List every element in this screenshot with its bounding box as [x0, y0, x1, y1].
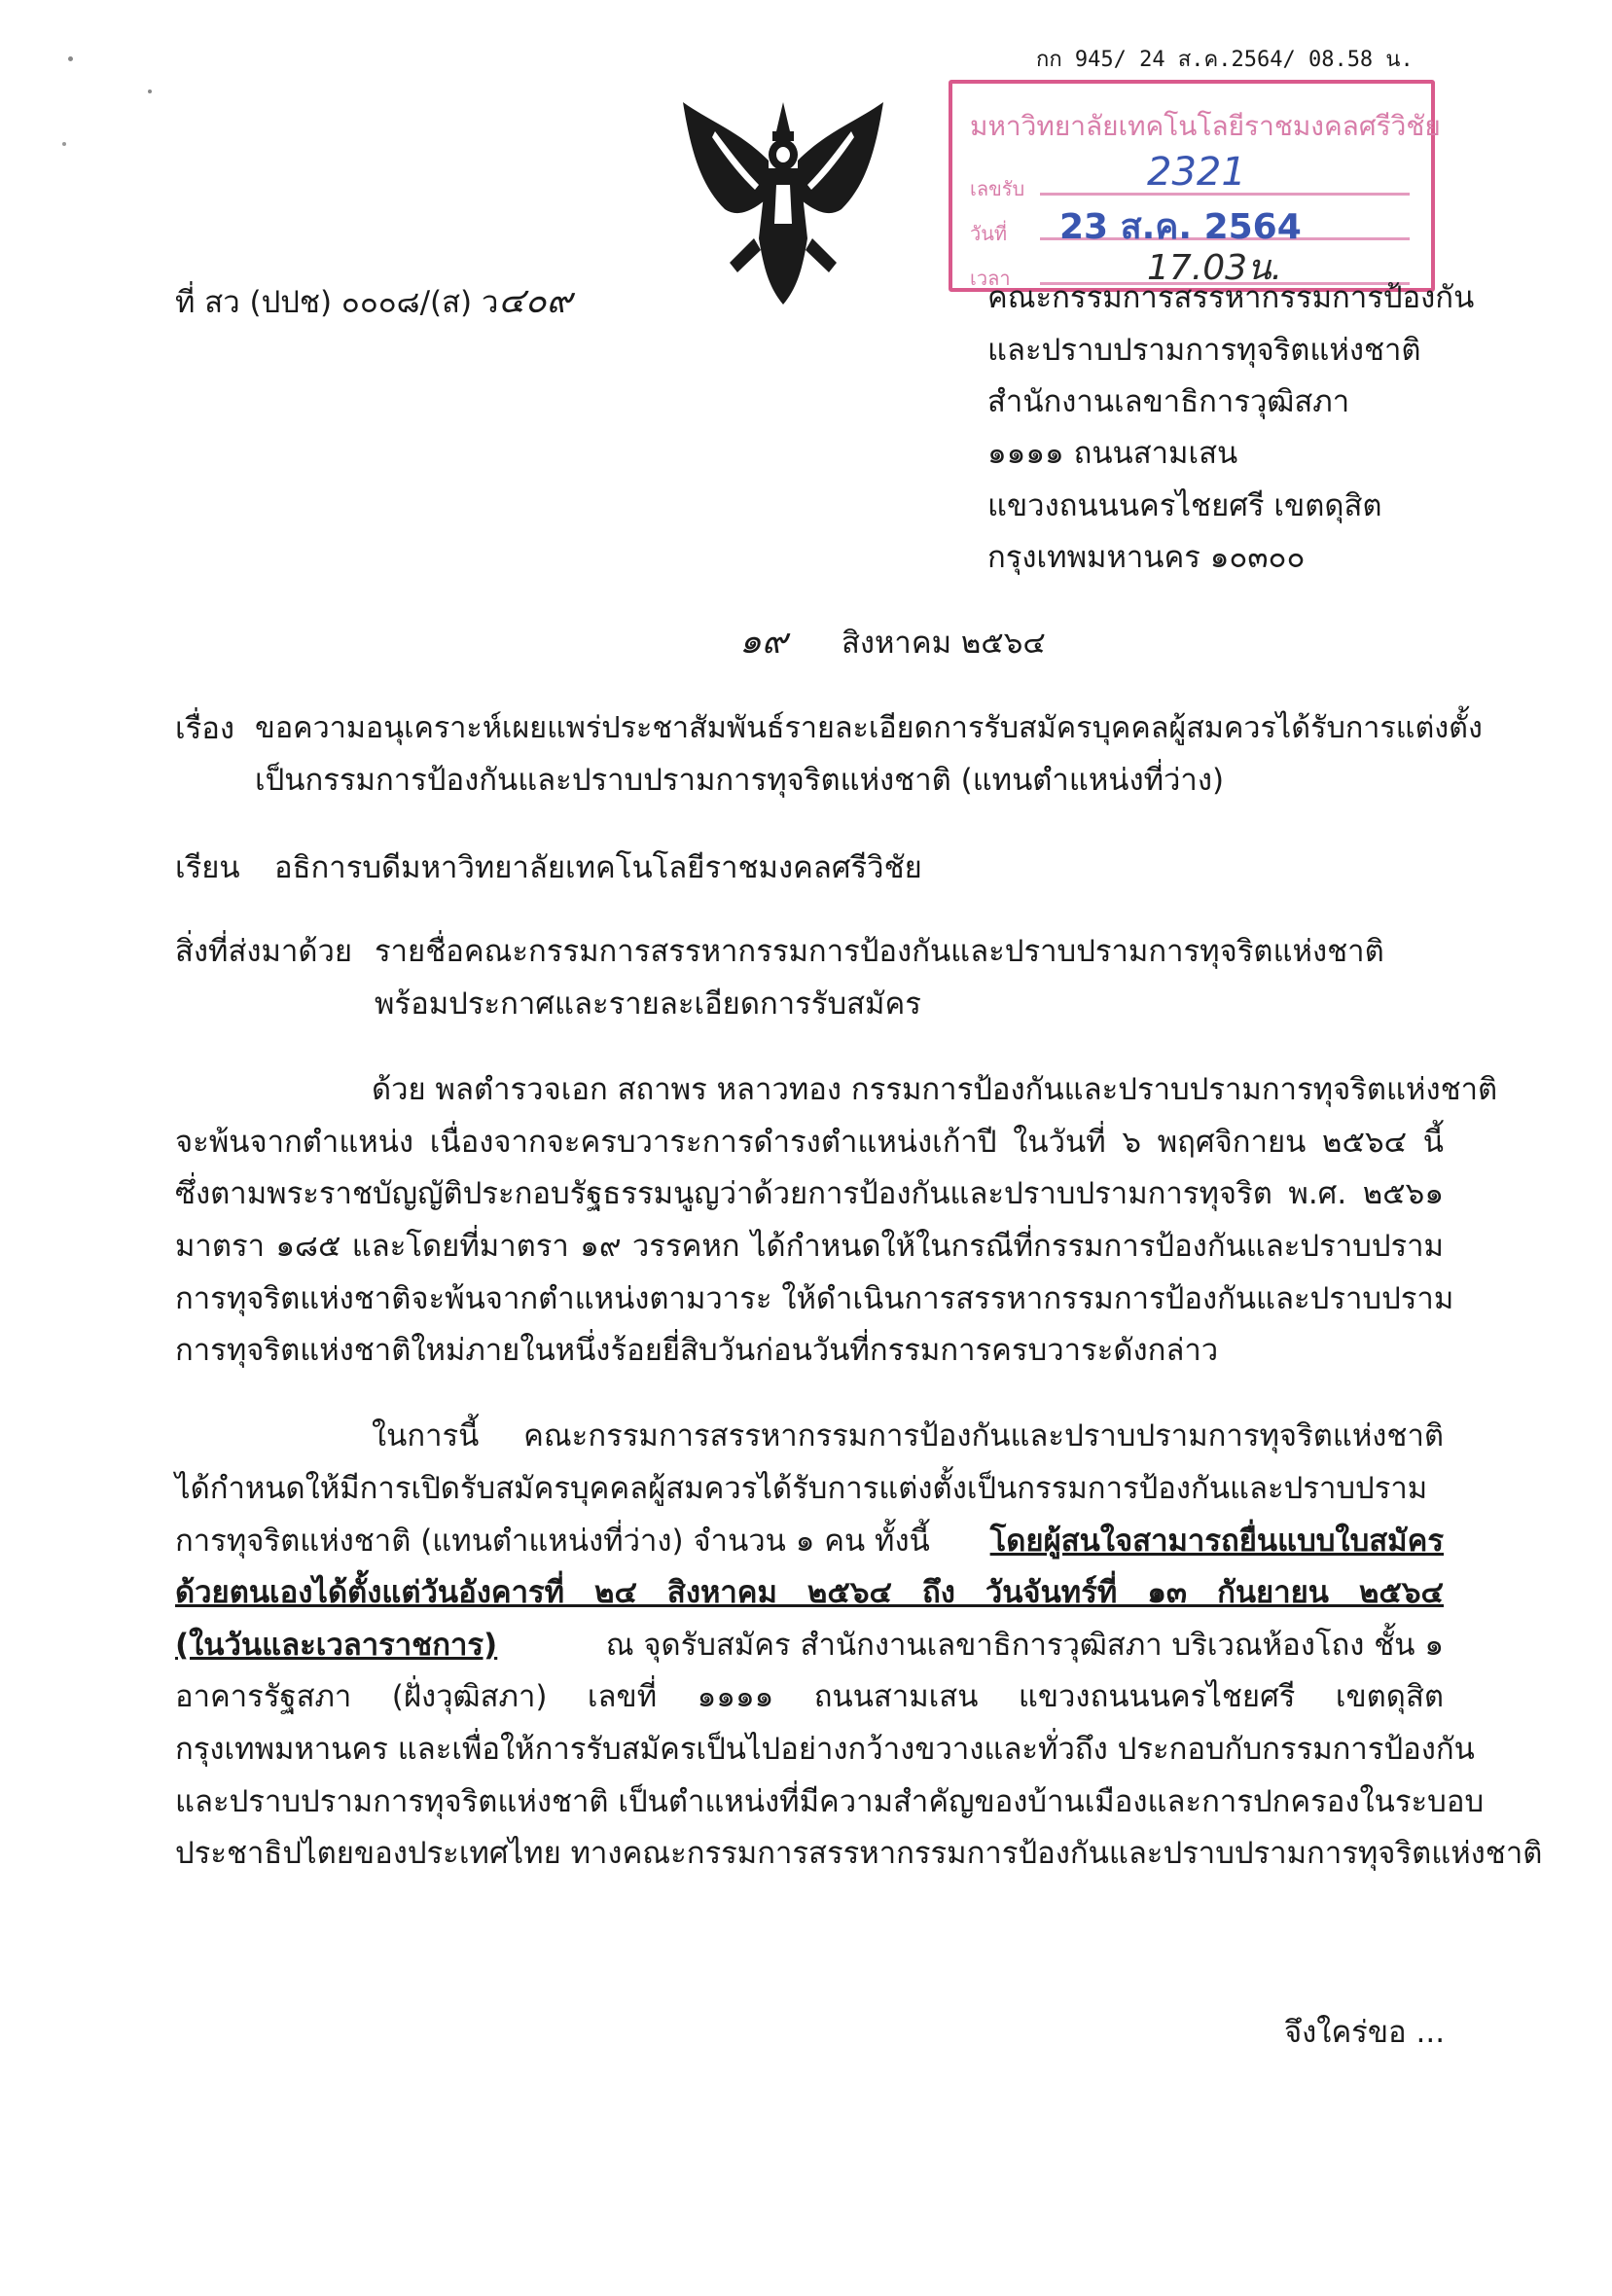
para1-line: การทุจริตแห่งชาติจะพ้นจากตำแหน่งตามวาระ ให้ดำเนินการสรรหากรรมการป้องกันและปราบปราม	[175, 1281, 1454, 1316]
stamp-number: 2321	[1147, 150, 1246, 195]
sender-line: คณะกรรมการสรรหากรรมการป้องกัน	[987, 280, 1475, 315]
scan-mark	[68, 56, 73, 61]
stamp-time: 17.03น.	[1147, 248, 1283, 288]
reference-number-text: ที่ สว (ปปช) ๐๐๐๘/(ส) ว	[175, 285, 499, 320]
para2-line4-bold: ด้วยตนเองได้ตั้งแต่วันอังคารที่ ๒๔ สิงหาคม ๒๕๖๔ ถึง วันจันทร์ที่ ๑๓ กันยายน ๒๕๖๔	[175, 1575, 1444, 1610]
garuda-emblem	[671, 92, 895, 316]
para2-line: ประชาธิปไตยของประเทศไทย ทางคณะกรรมการสรรหากรรมการป้องกันและปราบปรามการทุจริตแห่งชาติ	[175, 1836, 1543, 1871]
para2-line3-plain: การทุจริตแห่งชาติ (แทนตำแหน่งที่ว่าง) จำนวน ๑ คน ทั้งนี้	[175, 1524, 930, 1559]
para2-line: และปราบปรามการทุจริตแห่งชาติ เป็นตำแหน่งที่มีความสำคัญของบ้านเมืองและการปกครองในระบอบ	[175, 1784, 1485, 1819]
para1-line: มาตรา ๑๘๕ และโดยที่มาตรา ๑๙ วรรคหก ได้กำหนดให้ในกรณีที่กรรมการป้องกันและปราบปราม	[175, 1229, 1444, 1264]
para2-line3-bold: โดยผู้สนใจสามารถยื่นแบบใบสมัคร	[989, 1524, 1444, 1559]
date-month-year: สิงหาคม ๒๕๖๔	[841, 626, 1046, 661]
para2-line5-plain: ณ จุดรับสมัคร สำนักงานเลขาธิการวุฒิสภา บริเวณห้องโถง ชั้น ๑	[605, 1628, 1444, 1663]
para2-line: ได้กำหนดให้มีการเปิดรับสมัครบุคคลผู้สมควรได้รับการแต่งตั้งเป็นกรรมการป้องกันและปราบปราม	[175, 1471, 1428, 1506]
sender-line: แขวงถนนนครไชยศรี เขตดุสิต	[987, 488, 1382, 523]
to-value: อธิการบดีมหาวิทยาลัยเทคโนโลยีราชมงคลศรีวิชัย	[274, 850, 922, 885]
para1-line: ด้วย พลตำรวจเอก สถาพร หลาวทอง กรรมการป้องกันและปราบปรามการทุจริตแห่งชาติ	[372, 1072, 1498, 1107]
receipt-stamp	[949, 80, 1441, 292]
enclosure-line-2: พร้อมประกาศและรายละเอียดการรับสมัคร	[375, 987, 921, 1022]
para2-line	[175, 1626, 1444, 1665]
stamp-date: 23 ส.ค. 2564	[1059, 207, 1302, 247]
para2-line5-bold: (ในวันและเวลาราชการ)	[175, 1628, 498, 1663]
stamp-label-time: เวลา	[970, 267, 1011, 290]
stamp-label-number: เลขรับ	[970, 177, 1025, 200]
para2-line: อาคารรัฐสภา (ฝั่งวุฒิสภา) เลขที่ ๑๑๑๑ ถนนสามเสน แขวงถนนนครไชยศรี เขตดุสิต	[175, 1679, 1444, 1714]
para2-line	[175, 1522, 1444, 1561]
sender-line: ๑๑๑๑ ถนนสามเสน	[987, 436, 1238, 471]
stamp-label-date: วันที่	[970, 222, 1008, 245]
sender-line: กรุงเทพมหานคร ๑๐๓๐๐	[987, 540, 1306, 575]
scan-mark	[148, 90, 152, 93]
scan-mark	[62, 142, 66, 146]
continuation-text: จึงใคร่ขอ ...	[1284, 2015, 1446, 2050]
para1-line: ซึ่งตามพระราชบัญญัติประกอบรัฐธรรมนูญว่าด้วยการป้องกันและปราบปรามการทุจริต พ.ศ. ๒๕๖๑	[175, 1176, 1444, 1211]
sender-line: สำนักงานเลขาธิการวุฒิสภา	[987, 384, 1350, 419]
document-date	[739, 623, 1046, 663]
sender-line: และปราบปรามการทุจริตแห่งชาติ	[987, 333, 1421, 368]
enclosure-label: สิ่งที่ส่งมาด้วย	[175, 934, 353, 969]
enclosure-line-1: รายชื่อคณะกรรมการสรรหากรรมการป้องกันและปราบปรามการทุจริตแห่งชาติ	[375, 934, 1384, 969]
to-label: เรียน	[175, 850, 240, 885]
subject-line-1: ขอความอนุเคราะห์เผยแพร่ประชาสัมพันธ์รายละเอียดการรับสมัครบุคคลผู้สมควรได้รับการแต่งตั้ง	[255, 711, 1483, 745]
stamp-institution: มหาวิทยาลัยเทคโนโลยีราชมงคลศรีวิชัย	[970, 110, 1441, 142]
para1-line: จะพ้นจากตำแหน่ง เนื่องจากจะครบวาระการดำรงตำแหน่งเก้าปี ในวันที่ ๖ พฤศจิกายน ๒๕๖๔ นี้	[175, 1125, 1444, 1160]
para1-line: การทุจริตแห่งชาติใหม่ภายในหนึ่งร้อยยี่สิบวันก่อนวันที่กรรมการครบวาระดังกล่าว	[175, 1333, 1219, 1368]
para2-line: กรุงเทพมหานคร และเพื่อให้การรับสมัครเป็นไปอย่างกว้างขวางและทั่วถึง ประกอบกับกรรมการป้องกัน	[175, 1732, 1475, 1767]
reference-number-handwritten: ๔๐๙	[498, 281, 572, 321]
reference-number	[175, 282, 572, 322]
subject-label: เรื่อง	[175, 711, 235, 746]
subject-line-2: เป็นกรรมการป้องกันและปราบปรามการทุจริตแห่งชาติ (แทนตำแหน่งที่ว่าง)	[255, 763, 1225, 798]
date-day-handwritten: ๑๙	[739, 622, 788, 662]
para2-line: ในการนี้ คณะกรรมการสรรหากรรมการป้องกันและปราบปรามการทุจริตแห่งชาติ	[372, 1418, 1444, 1453]
receipt-note: กก 945/ 24 ส.ค.2564/ 08.58 น.	[1036, 48, 1414, 72]
